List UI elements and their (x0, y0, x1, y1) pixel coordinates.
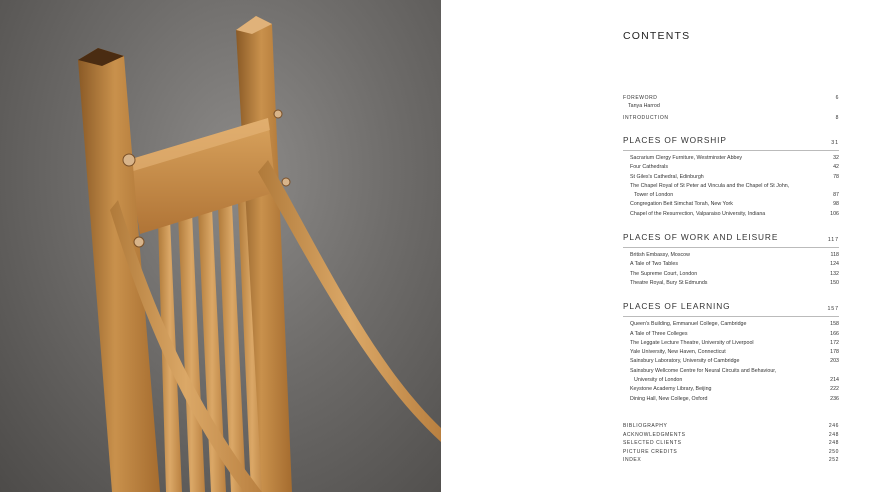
toc-entry-page: 248 (828, 440, 839, 447)
toc-entry-label: INTRODUCTION (623, 115, 669, 121)
section-rule (623, 150, 839, 151)
toc-entry-label: Chapel of the Resurrection, Valparaiso University, Indiana (630, 210, 766, 217)
toc-entry-page: 150 (830, 279, 839, 286)
toc-entry[interactable] (623, 439, 839, 448)
toc-entry-continued[interactable] (623, 191, 839, 200)
toc-entry-page: 248 (828, 431, 839, 438)
toc-entry-label: Queen's Building, Emmanuel College, Cambridge (630, 321, 747, 328)
toc-entry-page: 236 (830, 395, 839, 402)
toc-entry[interactable] (623, 200, 839, 209)
toc-entry-page: 32 (833, 155, 839, 161)
contents-title: CONTENTS (623, 30, 691, 42)
toc-entry-continued[interactable] (623, 376, 839, 385)
toc-entry-label: The Leggate Lecture Theatre, University of Liverpool (630, 339, 754, 346)
toc-entry[interactable] (623, 385, 839, 394)
toc-entry-page: 158 (830, 321, 839, 328)
toc-entry-page: 172 (830, 339, 839, 346)
left-post (78, 48, 160, 492)
toc-entry[interactable] (623, 367, 839, 376)
toc-author-label: Tanya Harrod (628, 103, 660, 109)
toc-entry-label: St Giles's Cathedral, Edinburgh (630, 173, 704, 180)
toc-entry[interactable] (623, 395, 839, 404)
toc-entry[interactable] (623, 422, 839, 431)
toc-entry-page: 106 (830, 210, 839, 217)
contents-page (441, 0, 880, 492)
toc-entry-page: 178 (830, 349, 839, 356)
toc-entry[interactable] (623, 320, 839, 329)
toc-entry-page: 8 (835, 115, 839, 121)
toc-entry[interactable] (623, 173, 839, 182)
toc-entry[interactable] (623, 182, 839, 191)
toc-entry-label: Congregation Beit Simchat Torah, New York (630, 201, 733, 208)
toc-entry[interactable] (623, 163, 839, 172)
toc-entry-label: The Chapel Royal of St Peter ad Vincula and the Chapel of St John, (630, 182, 790, 189)
toc-entry[interactable] (623, 260, 839, 269)
toc-entry-label: Tower of London (634, 192, 674, 199)
toc-entry-page: 118 (830, 252, 839, 259)
toc-entry[interactable] (623, 339, 839, 348)
section-page: 157 (827, 306, 839, 313)
toc-entry-page: 203 (830, 358, 839, 365)
toc-entry-page: 124 (830, 261, 839, 268)
toc-entry-label: A Tale of Two Tables (630, 261, 678, 268)
toc-author (623, 102, 839, 110)
toc-entry-page: 250 (828, 448, 839, 455)
section-page: 117 (827, 237, 839, 244)
toc-entry-label: The Supreme Court, London (630, 270, 698, 277)
toc-entry-page: 42 (833, 164, 839, 171)
toc-entry-page: 98 (833, 201, 839, 208)
toc-entry-page: 166 (830, 330, 839, 337)
toc-entry-label: INDEX (623, 457, 642, 464)
section-heading[interactable] (623, 300, 839, 315)
toc-entry-page: 252 (828, 457, 839, 464)
toc-entry-page: 246 (828, 422, 839, 429)
toc-entry-label: University of London (634, 377, 683, 384)
section-rule (623, 316, 839, 317)
toc-entry-label: FOREWORD (623, 95, 658, 101)
toc-entry-label: BIBLIOGRAPHY (623, 422, 668, 429)
toc-entry[interactable] (623, 456, 839, 465)
toc-entry[interactable] (623, 330, 839, 339)
toc-entry-page: 132 (830, 270, 839, 277)
toc-entry[interactable] (623, 114, 839, 122)
toc-entry-label: Dining Hall, New College, Oxford (630, 395, 708, 402)
toc-entry-label: Sacrarium Clergy Furniture, Westminster Abbey (630, 155, 743, 161)
toc-entry[interactable] (623, 357, 839, 366)
toc-entry-page: 222 (830, 386, 839, 393)
toc-entry-page: 6 (835, 95, 839, 101)
table-of-contents (623, 94, 839, 465)
toc-entry[interactable] (623, 210, 839, 219)
section-heading[interactable] (623, 231, 839, 246)
section-title: PLACES OF WORK AND LEISURE (623, 232, 779, 243)
toc-entry-page: 87 (833, 192, 839, 199)
toc-entry-label: ACKNOWLEDGMENTS (623, 431, 686, 438)
toc-entry-label: Theatre Royal, Bury St Edmunds (630, 279, 708, 286)
toc-entry[interactable] (623, 348, 839, 357)
section-title: PLACES OF LEARNING (623, 301, 731, 312)
toc-entry-page: 78 (833, 173, 839, 180)
toc-entry[interactable] (623, 154, 839, 163)
toc-entry-label: Sainsbury Wellcome Centre for Neural Circuits and Behaviour, (630, 367, 777, 374)
toc-entry[interactable] (623, 279, 839, 288)
toc-entry-label: PICTURE CREDITS (623, 448, 678, 455)
section-heading[interactable] (623, 134, 839, 149)
toc-entry-label: Keystone Academy Library, Beijing (630, 386, 712, 393)
toc-entry-label: British Embassy, Moscow (630, 252, 690, 259)
toc-entry-label: A Tale of Three Colleges (630, 330, 688, 337)
toc-entry[interactable] (623, 94, 839, 102)
section-rule (623, 247, 839, 248)
back-matter (623, 422, 839, 465)
toc-entry-label: Four Cathedrals (630, 164, 668, 171)
toc-entry-label: SELECTED CLIENTS (623, 440, 682, 447)
toc-entry[interactable] (623, 251, 839, 260)
toc-entry-label: Yale University, New Haven, Connecticut (630, 349, 726, 356)
toc-entry[interactable] (623, 448, 839, 457)
toc-entry-page: 214 (830, 377, 839, 384)
toc-entry-label: Sainsbury Laboratory, University of Cambridge (630, 358, 740, 365)
toc-entry[interactable] (623, 270, 839, 279)
section-title: PLACES OF WORSHIP (623, 135, 727, 145)
toc-entry[interactable] (623, 431, 839, 440)
section-page: 31 (831, 140, 839, 146)
